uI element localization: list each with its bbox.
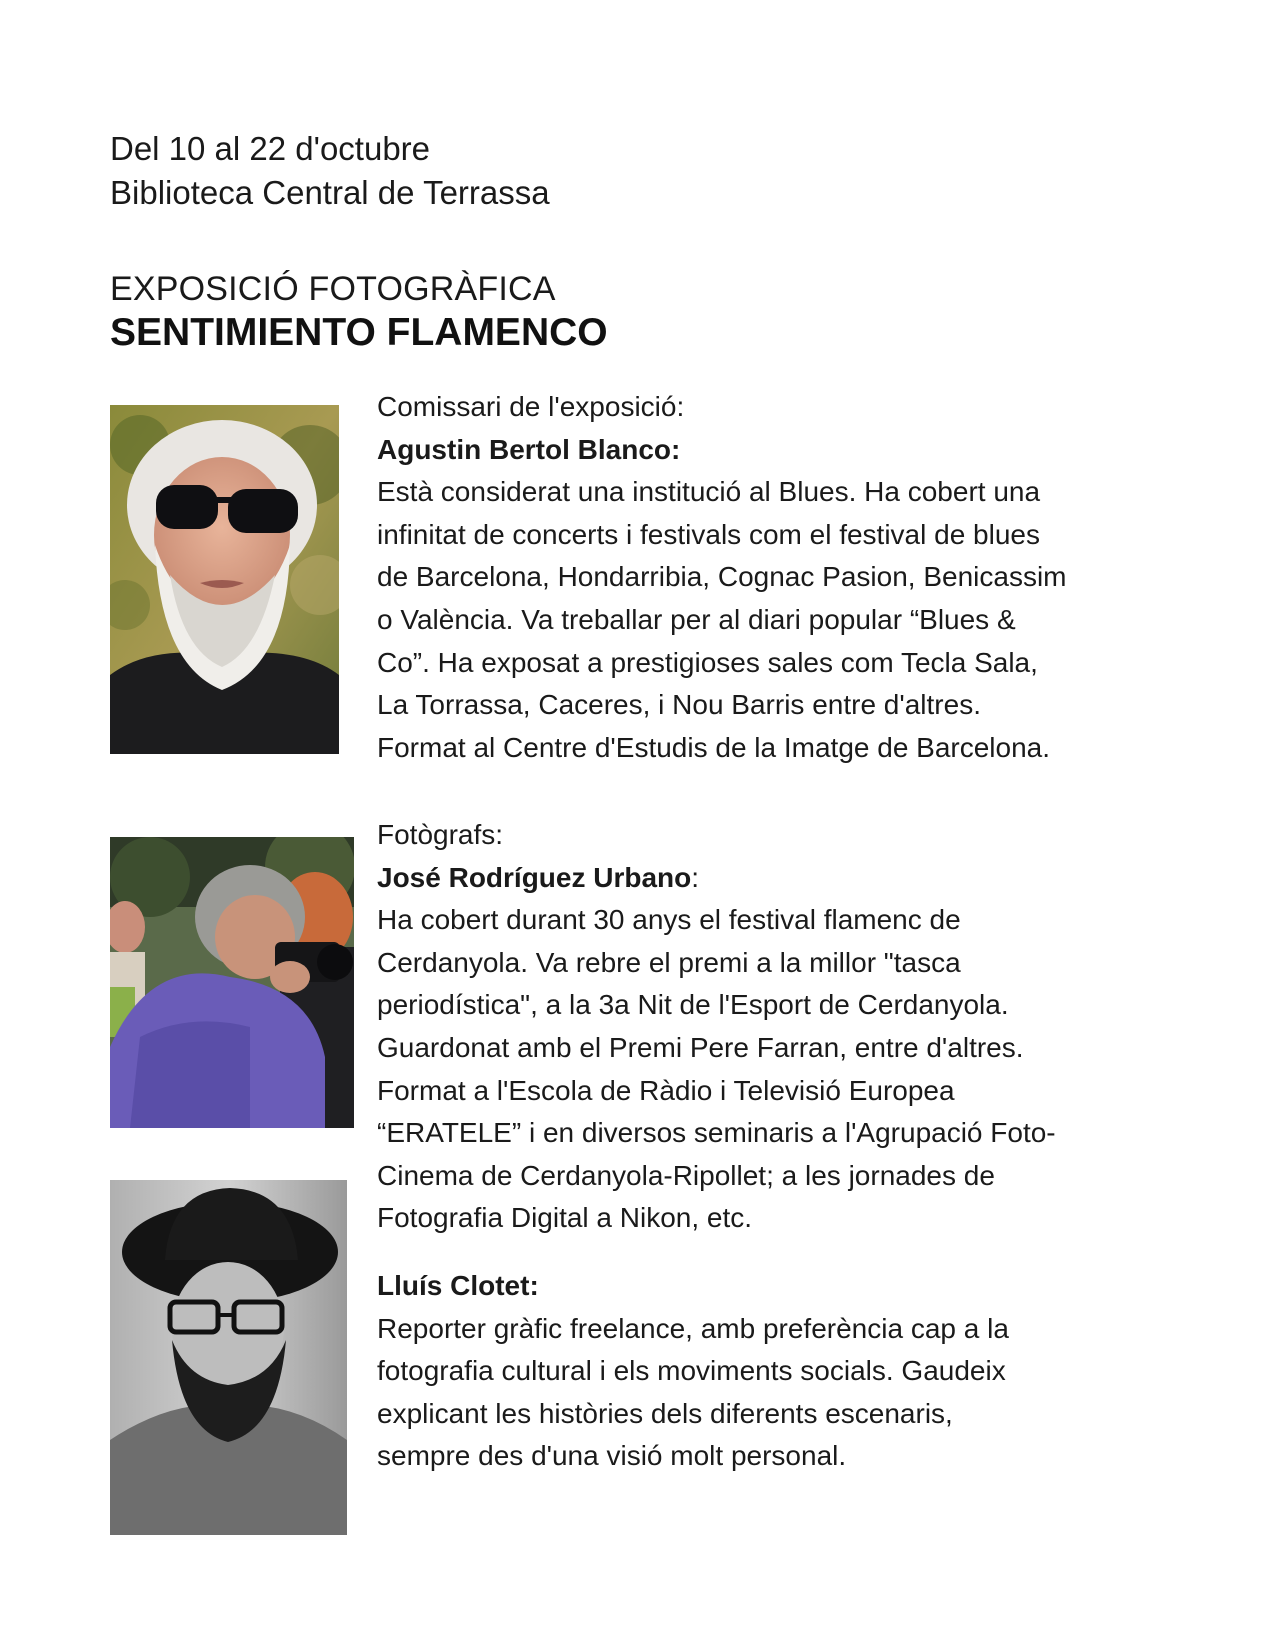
jose-bio-line: Format a l'Escola de Ràdio i Televisió Europea (377, 1074, 955, 1106)
jose-name-colon: : (691, 861, 700, 893)
lluis-bio-line: Reporter gràfic freelance, amb preferència cap a la (377, 1312, 1009, 1344)
curator-name: Agustin Bertol Blanco: (377, 433, 681, 465)
jose-bio-line: Ha cobert durant 30 anys el festival flamenc de (377, 904, 961, 936)
jose-bio-line: periodística", a la 3a Nit de l'Esport de Cerdanyola. (377, 989, 1009, 1021)
curator-bio-line: infinitat de concerts i festivals com el festival de blues (377, 518, 1040, 550)
curator-bio-line: o València. Va treballar per al diari popular “Blues & (377, 603, 1016, 635)
jose-portrait-photo (110, 837, 354, 1128)
curator-section (377, 386, 1157, 769)
jose-bio-line: “ERATELE” i en diversos seminaris a l'Agrupació Foto- (377, 1117, 1056, 1149)
jose-name-text: José Rodríguez Urbano (377, 861, 692, 893)
curator-label: Comissari de l'exposició: (377, 391, 685, 422)
photographers-section (377, 814, 1157, 1240)
exhibition-title: SENTIMIENTO FLAMENCO (110, 311, 608, 354)
event-dates: Del 10 al 22 d'octubre (110, 130, 431, 167)
curator-bio-line: Està considerat una institució al Blues. Ha cobert una (377, 476, 1041, 508)
lluis-bio-line: sempre des d'una visió molt personal. (377, 1440, 847, 1472)
jose-bio-line: Cerdanyola. Va rebre el premi a la millor "tasca (377, 946, 961, 978)
lluis-section (377, 1265, 1157, 1478)
curator-portrait-photo (110, 405, 339, 754)
exhibition-type: EXPOSICIÓ FOTOGRÀFICA (110, 270, 556, 308)
jose-name (377, 857, 1157, 900)
lluis-bio-line: explicant les històries dels diferents escenaris, (377, 1397, 953, 1429)
lluis-portrait-photo (110, 1180, 347, 1535)
lluis-bio-line: fotografia cultural i els moviments socials. Gaudeix (377, 1355, 1006, 1387)
curator-bio-line: de Barcelona, Hondarribia, Cognac Pasion, Benicassim (377, 561, 1067, 593)
event-venue: Biblioteca Central de Terrassa (110, 174, 550, 211)
jose-bio-line: Fotografia Digital a Nikon, etc. (377, 1202, 753, 1234)
jose-bio-line: Guardonat amb el Premi Pere Farran, entre d'altres. (377, 1031, 1024, 1063)
jose-bio-line: Cinema de Cerdanyola-Ripollet; a les jornades de (377, 1159, 995, 1191)
photographers-label: Fotògrafs: (377, 819, 504, 850)
curator-bio-line: Co”. Ha exposat a prestigioses sales com Tecla Sala, (377, 646, 1038, 678)
lluis-name: Lluís Clotet: (377, 1270, 539, 1301)
curator-bio-line: Format al Centre d'Estudis de la Imatge de Barcelona. (377, 731, 1051, 763)
curator-bio-line: La Torrassa, Caceres, i Nou Barris entre d'altres. (377, 689, 981, 721)
